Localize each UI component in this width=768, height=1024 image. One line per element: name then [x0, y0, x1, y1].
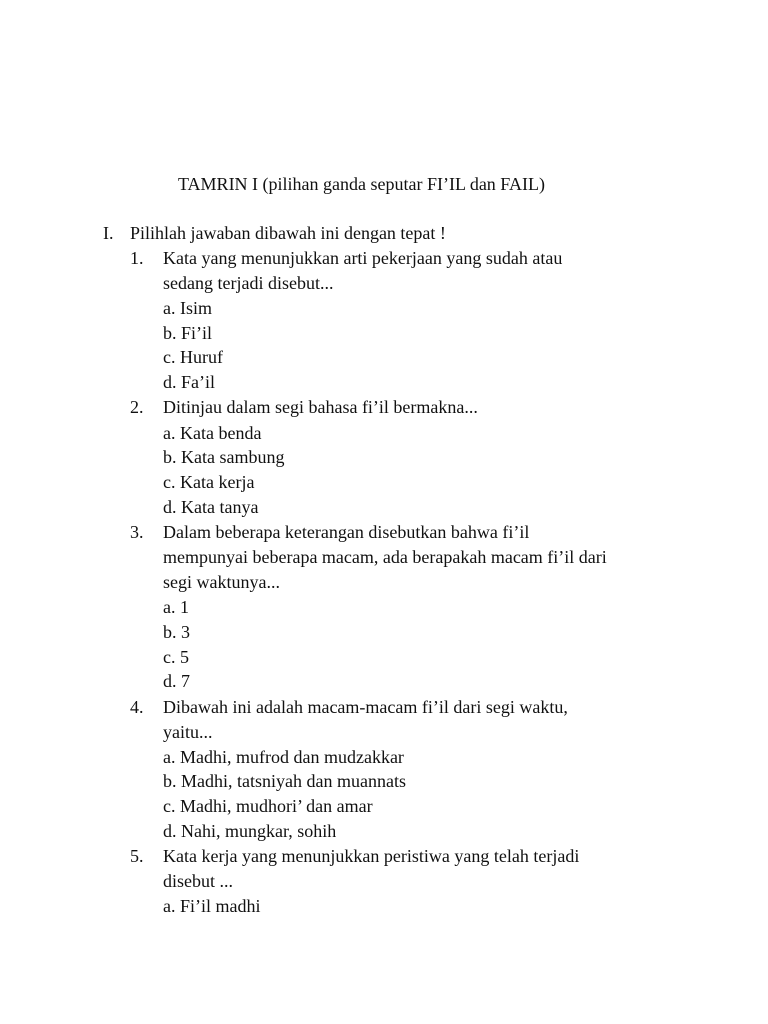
question-4-option-d: d. Nahi, mungkar, sohih	[163, 821, 337, 841]
question-4-option-c: c. Madhi, mudhori’ dan amar	[163, 796, 373, 816]
question-5-text-line-1: Kata kerja yang menunjukkan peristiwa yang telah terjadi	[163, 846, 580, 866]
question-4-number: 4.	[130, 697, 144, 717]
question-5-text-line-2: disebut ...	[163, 871, 233, 891]
question-5-option-a: a. Fi’il madhi	[163, 896, 261, 916]
question-1-option-b: b. Fi’il	[163, 323, 213, 343]
question-1-option-d: d. Fa’il	[163, 372, 215, 392]
question-2-option-c: c. Kata kerja	[163, 472, 255, 492]
question-3-option-b: b. 3	[163, 622, 190, 642]
question-1-text-line-2: sedang terjadi disebut...	[163, 273, 334, 293]
question-3-option-a: a. 1	[163, 597, 189, 617]
question-2-option-b: b. Kata sambung	[163, 447, 285, 467]
question-3-text-line-2: mempunyai beberapa macam, ada berapakah macam fi’il dari	[163, 547, 607, 567]
question-3-text-line-1: Dalam beberapa keterangan disebutkan bahwa fi’il	[163, 522, 530, 542]
question-2-text-line-1: Ditinjau dalam segi bahasa fi’il bermakna...	[163, 397, 478, 417]
question-4-text-line-1: Dibawah ini adalah macam-macam fi’il dari segi waktu,	[163, 697, 568, 717]
question-4-option-b: b. Madhi, tatsniyah dan muannats	[163, 771, 406, 791]
document-title: TAMRIN I (pilihan ganda seputar FI’IL dan FAIL)	[178, 174, 545, 194]
question-3-number: 3.	[130, 522, 144, 542]
question-1-text-line-1: Kata yang menunjukkan arti pekerjaan yang sudah atau	[163, 248, 563, 268]
question-1-option-a: a. Isim	[163, 298, 212, 318]
question-3-text-line-3: segi waktunya...	[163, 572, 280, 592]
section-instruction: Pilihlah jawaban dibawah ini dengan tepat !	[130, 223, 446, 243]
question-2-option-a: a. Kata benda	[163, 423, 262, 443]
question-2-number: 2.	[130, 397, 144, 417]
question-5-number: 5.	[130, 846, 144, 866]
question-4-text-line-2: yaitu...	[163, 722, 213, 742]
question-1-option-c: c. Huruf	[163, 347, 223, 367]
question-2-option-d: d. Kata tanya	[163, 497, 259, 517]
question-1-number: 1.	[130, 248, 144, 268]
question-3-option-d: d. 7	[163, 671, 190, 691]
section-number: I.	[103, 223, 114, 243]
question-3-option-c: c. 5	[163, 647, 189, 667]
question-4-option-a: a. Madhi, mufrod dan mudzakkar	[163, 747, 404, 767]
